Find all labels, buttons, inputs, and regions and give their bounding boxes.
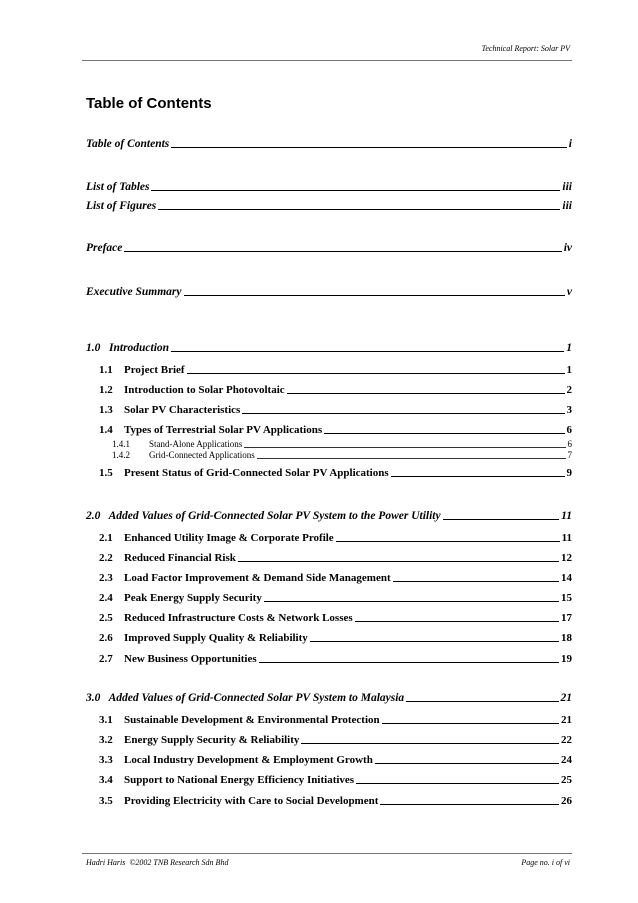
- toc-entry-page: iii: [562, 181, 572, 193]
- chapter-label: 2.0 Added Values of Grid-Connected Solar PV System to the Power Utility: [86, 510, 441, 522]
- section-number: 3.5: [99, 795, 113, 807]
- section-label: Enhanced Utility Image & Corporate Profile: [124, 532, 334, 544]
- subsection-label: Grid-Connected Applications: [149, 450, 255, 460]
- leader-line: [259, 662, 559, 663]
- toc-section[interactable]: [99, 754, 572, 766]
- section-page: 9: [566, 467, 572, 479]
- section-number: 2.3: [99, 572, 113, 584]
- section-page: 3: [566, 404, 572, 416]
- section-number: 2.5: [99, 612, 113, 624]
- section-page: 11: [561, 532, 572, 544]
- leader-line: [124, 251, 561, 252]
- leader-line: [171, 351, 564, 352]
- section-label: Reduced Financial Risk: [124, 552, 236, 564]
- leader-line: [355, 621, 559, 622]
- toc-entry-list-of-tables[interactable]: [86, 181, 572, 193]
- section-page: 24: [561, 754, 572, 766]
- toc-entry-label: Table of Contents: [86, 138, 170, 150]
- toc-chapter-1[interactable]: [86, 342, 572, 354]
- leader-line: [324, 433, 564, 434]
- leader-line: [187, 373, 565, 374]
- section-label: Introduction to Solar Photovoltaic: [124, 384, 285, 396]
- chapter-label: 1.0 Introduction: [86, 342, 170, 354]
- section-page: 12: [561, 552, 572, 564]
- section-number: 3.3: [99, 754, 113, 766]
- chapter-page: 11: [561, 510, 572, 522]
- leader-line: [380, 804, 559, 805]
- toc-section[interactable]: [99, 592, 572, 604]
- section-page: 1: [566, 364, 572, 376]
- toc-subsection[interactable]: [112, 439, 572, 449]
- leader-line: [242, 413, 564, 414]
- toc-entry-preface[interactable]: [86, 242, 572, 254]
- leader-line: [406, 701, 558, 702]
- toc-chapter-2[interactable]: [86, 510, 572, 522]
- section-page: 21: [561, 714, 572, 726]
- toc-section[interactable]: [99, 424, 572, 436]
- section-page: 17: [561, 612, 572, 624]
- leader-line: [287, 393, 565, 394]
- section-label: Improved Supply Quality & Reliability: [124, 632, 308, 644]
- section-number: 3.4: [99, 774, 113, 786]
- section-label: Present Status of Grid-Connected Solar PV Applications: [124, 467, 389, 479]
- subsection-number: 1.4.2: [112, 450, 130, 460]
- toc-entry-page: iii: [562, 200, 572, 212]
- section-label: Project Brief: [124, 364, 185, 376]
- leader-line: [238, 561, 559, 562]
- section-label: Reduced Infrastructure Costs & Network Losses: [124, 612, 353, 624]
- toc-entry-label: List of Figures: [86, 200, 157, 212]
- section-page: 2: [566, 384, 572, 396]
- leader-line: [171, 147, 567, 148]
- leader-line: [443, 519, 560, 520]
- section-page: 25: [561, 774, 572, 786]
- section-number: 1.4: [99, 424, 113, 436]
- header-title: Technical Report: Solar PV: [481, 44, 570, 53]
- section-number: 1.2: [99, 384, 113, 396]
- section-label: Peak Energy Supply Security: [124, 592, 262, 604]
- leader-line: [382, 723, 559, 724]
- subsection-label: Stand-Alone Applications: [149, 439, 243, 449]
- section-number: 1.3: [99, 404, 113, 416]
- toc-section[interactable]: [99, 612, 572, 624]
- section-label: Sustainable Development & Environmental Protection: [124, 714, 380, 726]
- section-page: 19: [561, 653, 572, 665]
- section-number: 3.1: [99, 714, 113, 726]
- toc-entry-page: i: [568, 138, 572, 150]
- subsection-page: 6: [567, 439, 572, 449]
- section-label: Local Industry Development & Employment Growth: [124, 754, 373, 766]
- toc-entry-executive-summary[interactable]: [86, 286, 572, 298]
- toc-entry-label: Executive Summary: [86, 286, 182, 298]
- toc-entry-table-of-contents[interactable]: [86, 138, 572, 150]
- toc-section[interactable]: [99, 552, 572, 564]
- section-page: 6: [566, 424, 572, 436]
- leader-line: [310, 641, 559, 642]
- leader-line: [301, 743, 559, 744]
- section-number: 2.7: [99, 653, 113, 665]
- header-divider: [82, 60, 572, 61]
- toc-section[interactable]: [99, 632, 572, 644]
- toc-section[interactable]: [99, 774, 572, 786]
- section-number: 3.2: [99, 734, 113, 746]
- subsection-number: 1.4.1: [112, 439, 130, 449]
- toc-section[interactable]: [99, 467, 572, 479]
- section-page: 14: [561, 572, 572, 584]
- toc-section[interactable]: [99, 714, 572, 726]
- section-label: Solar PV Characteristics: [124, 404, 241, 416]
- toc-heading: Table of Contents: [86, 95, 212, 112]
- leader-line: [393, 581, 559, 582]
- toc-entry-list-of-figures[interactable]: [86, 200, 572, 212]
- toc-subsection[interactable]: [112, 450, 572, 460]
- section-page: 18: [561, 632, 572, 644]
- toc-section[interactable]: [99, 364, 572, 376]
- section-label: Load Factor Improvement & Demand Side Management: [124, 572, 391, 584]
- toc-section[interactable]: [99, 572, 572, 584]
- section-label: Providing Electricity with Care to Social Development: [124, 795, 379, 807]
- section-label: Types of Terrestrial Solar PV Applications: [124, 424, 323, 436]
- section-page: 15: [561, 592, 572, 604]
- section-number: 1.1: [99, 364, 113, 376]
- toc-entry-label: Preface: [86, 242, 123, 254]
- section-number: 2.4: [99, 592, 113, 604]
- toc-section[interactable]: [99, 734, 572, 746]
- footer-copyright: Hadri Haris ©2002 TNB Research Sdn Bhd: [86, 858, 229, 867]
- section-number: 2.1: [99, 532, 113, 544]
- chapter-label: 3.0 Added Values of Grid-Connected Solar PV System to Malaysia: [86, 692, 405, 704]
- leader-line: [336, 541, 560, 542]
- leader-line: [257, 458, 566, 459]
- toc-section[interactable]: [99, 404, 572, 416]
- section-label: New Business Opportunities: [124, 653, 257, 665]
- section-number: 2.6: [99, 632, 113, 644]
- toc-section[interactable]: [99, 795, 572, 807]
- section-page: 26: [561, 795, 572, 807]
- leader-line: [375, 763, 559, 764]
- section-label: Energy Supply Security & Reliability: [124, 734, 300, 746]
- toc-entry-page: v: [566, 286, 572, 298]
- footer-page-number: Page no. i of vi: [521, 858, 570, 867]
- toc-section[interactable]: [99, 532, 572, 544]
- subsection-page: 7: [567, 450, 572, 460]
- section-page: 22: [561, 734, 572, 746]
- toc-section[interactable]: [99, 653, 572, 665]
- leader-line: [184, 295, 565, 296]
- leader-line: [151, 190, 560, 191]
- leader-line: [264, 601, 559, 602]
- section-number: 1.5: [99, 467, 113, 479]
- toc-entry-label: List of Tables: [86, 181, 150, 193]
- leader-line: [391, 476, 565, 477]
- chapter-page: 1: [566, 342, 572, 354]
- footer-divider: [82, 853, 572, 854]
- leader-line: [356, 783, 559, 784]
- chapter-page: 21: [560, 692, 572, 704]
- section-number: 2.2: [99, 552, 113, 564]
- leader-line: [244, 447, 565, 448]
- toc-entry-page: iv: [563, 242, 572, 254]
- toc-chapter-3[interactable]: [86, 692, 572, 704]
- toc-section[interactable]: [99, 384, 572, 396]
- section-label: Support to National Energy Efficiency Initiatives: [124, 774, 355, 786]
- leader-line: [158, 209, 560, 210]
